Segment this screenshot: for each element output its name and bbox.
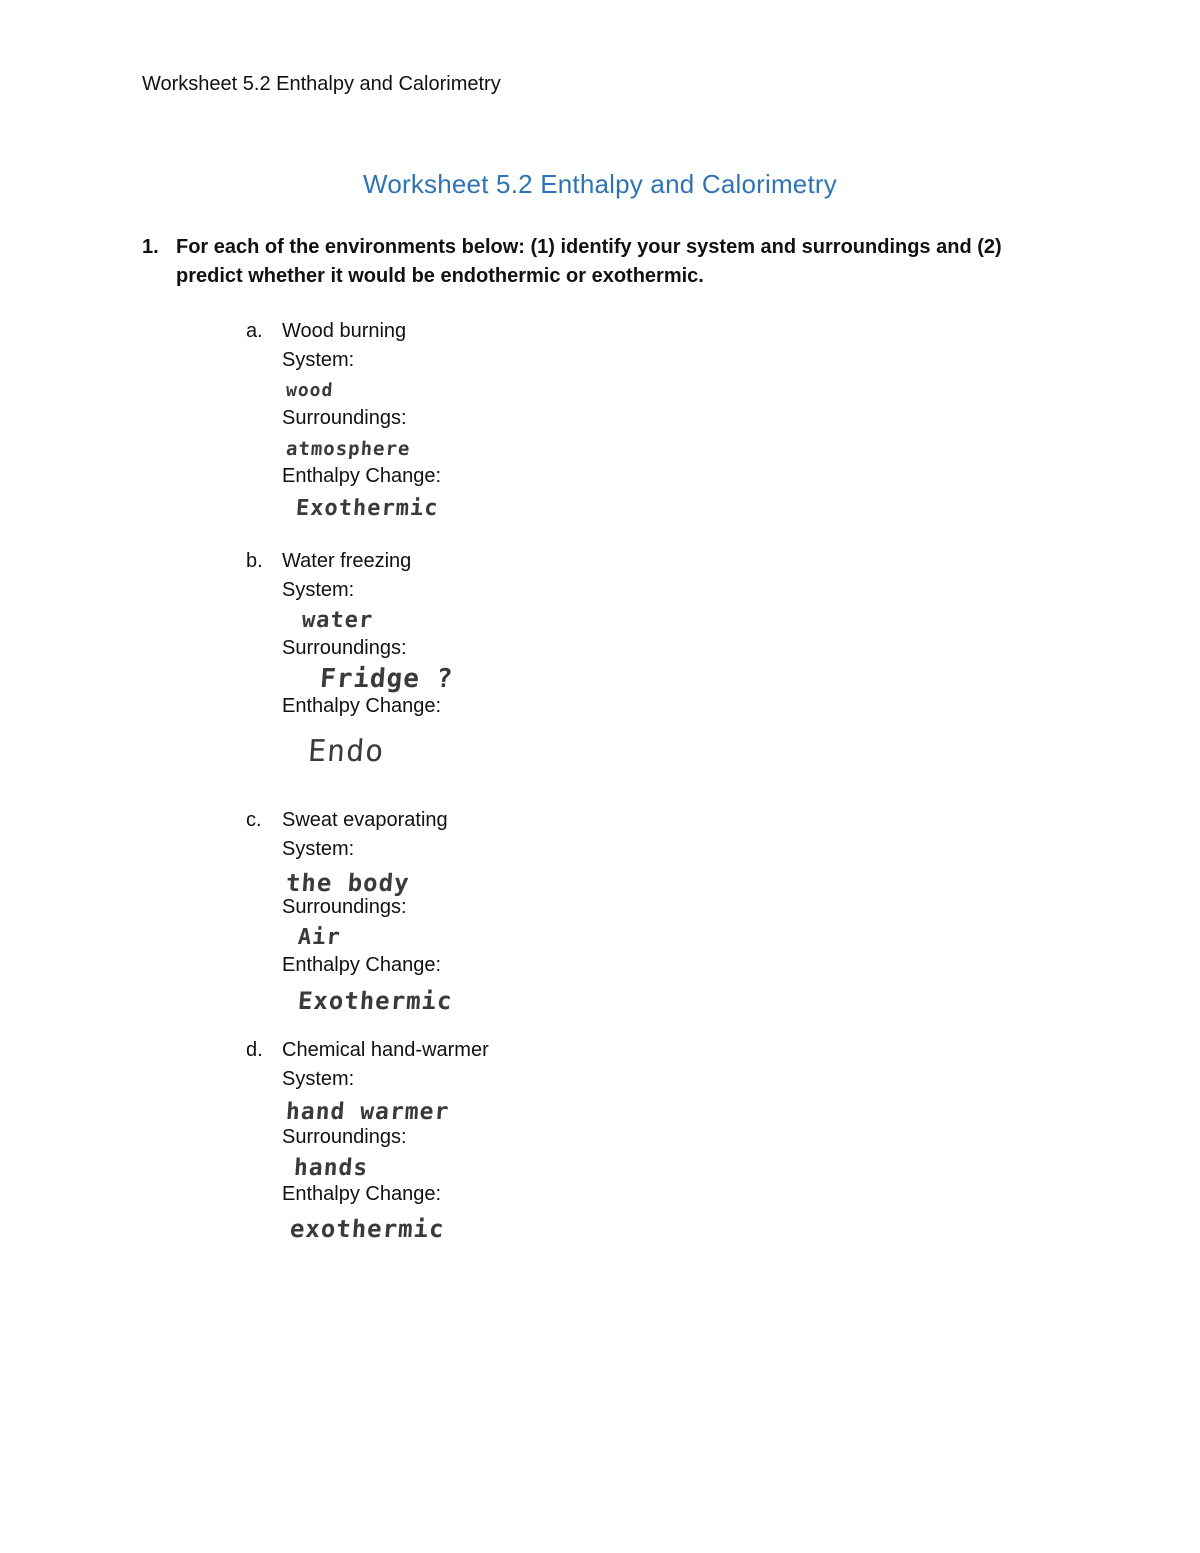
system-label: System: bbox=[282, 838, 355, 860]
enthalpy-label: Enthalpy Change: bbox=[282, 465, 442, 487]
enthalpy-answer: Exothermic bbox=[297, 987, 454, 1015]
enthalpy-answer: Endo bbox=[306, 734, 386, 769]
enthalpy-label: Enthalpy Change: bbox=[282, 1183, 442, 1205]
item-title: Wood burning bbox=[282, 320, 407, 342]
document-title: Worksheet 5.2 Enthalpy and Calorimetry bbox=[363, 169, 837, 199]
item-letter: a. bbox=[246, 320, 263, 342]
enthalpy-label: Enthalpy Change: bbox=[282, 695, 442, 717]
system-answer: the body bbox=[285, 869, 411, 897]
enthalpy-answer: Exothermic bbox=[295, 496, 440, 521]
question-text: For each of the environments below: (1) identify your system and surroundings and (2) predict whether it would be endothermic or exothermic. bbox=[176, 236, 1002, 287]
surroundings-label: Surroundings: bbox=[282, 637, 407, 659]
system-answer: water bbox=[301, 608, 375, 633]
surroundings-answer: Air bbox=[297, 925, 342, 950]
enthalpy-label: Enthalpy Change: bbox=[282, 954, 442, 976]
question-number: 1. bbox=[142, 236, 159, 258]
surroundings-label: Surroundings: bbox=[282, 1126, 407, 1148]
system-label: System: bbox=[282, 1068, 355, 1090]
surroundings-label: Surroundings: bbox=[282, 407, 407, 429]
system-label: System: bbox=[282, 579, 355, 601]
system-answer: hand warmer bbox=[285, 1099, 451, 1125]
item-title: Water freezing bbox=[282, 550, 412, 572]
surroundings-answer: atmosphere bbox=[285, 438, 412, 460]
system-label: System: bbox=[282, 349, 355, 371]
page-header: Worksheet 5.2 Enthalpy and Calorimetry bbox=[142, 73, 501, 95]
enthalpy-answer: exothermic bbox=[289, 1215, 446, 1243]
item-title: Chemical hand-warmer bbox=[282, 1039, 489, 1061]
item-letter: c. bbox=[246, 809, 262, 831]
surroundings-answer: hands bbox=[293, 1155, 370, 1181]
item-letter: d. bbox=[246, 1039, 263, 1061]
item-title: Sweat evaporating bbox=[282, 809, 448, 831]
item-letter: b. bbox=[246, 550, 263, 572]
question-1 bbox=[142, 233, 1042, 291]
system-answer: wood bbox=[285, 380, 335, 401]
surroundings-label: Surroundings: bbox=[282, 896, 407, 918]
surroundings-answer: Fridge ? bbox=[318, 664, 455, 694]
